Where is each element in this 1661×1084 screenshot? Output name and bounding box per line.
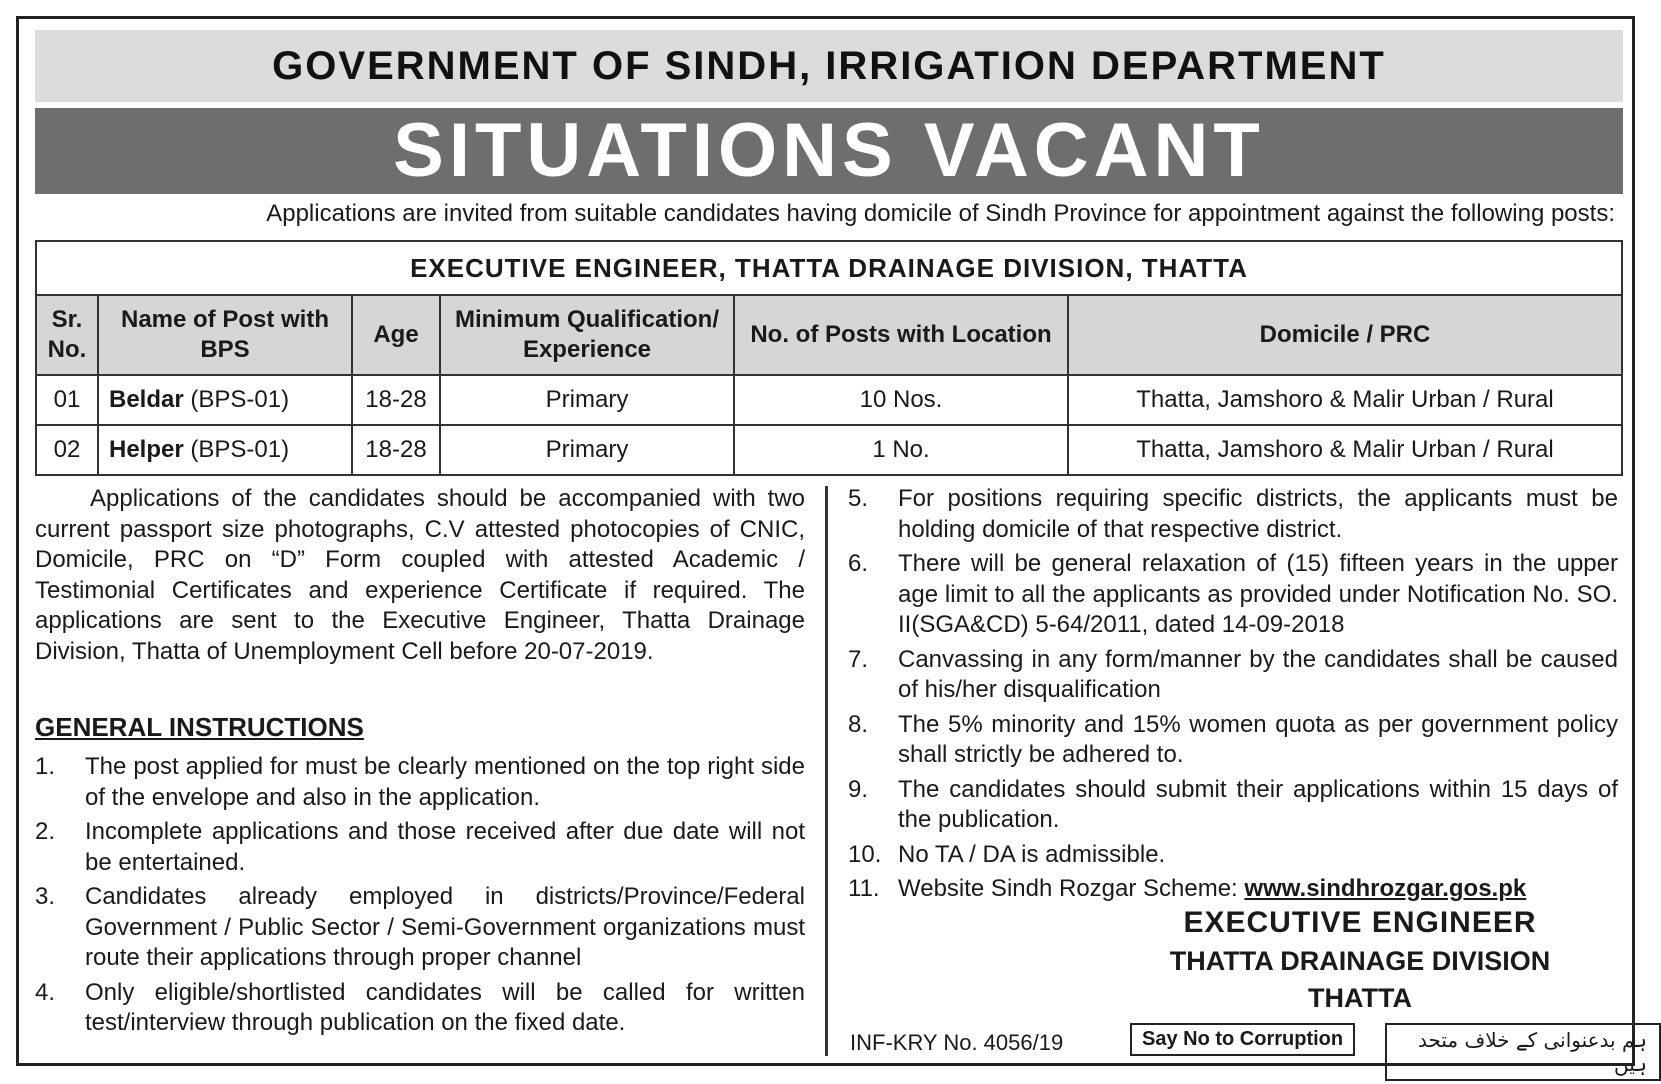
age: 18-28	[352, 425, 440, 475]
item-number: 3.	[35, 883, 56, 910]
posts-count: 10 Nos.	[734, 375, 1068, 425]
column-header: Sr. No.	[36, 295, 98, 375]
item-number: 7.	[848, 645, 869, 673]
list-item	[848, 710, 1618, 771]
item-number: 5.	[848, 485, 869, 512]
inf-number: INF-KRY No. 4056/19	[850, 1030, 1064, 1055]
page-title: SITUATIONS VACANT	[35, 108, 1623, 194]
department-header: GOVERNMENT OF SINDH, IRRIGATION DEPARTMENT	[35, 30, 1623, 102]
item-number: 4.	[35, 978, 56, 1006]
column-header: No. of Posts with Location	[734, 295, 1068, 375]
qualification: Primary	[440, 425, 734, 475]
website-link[interactable]: www.sindhrozgar.gos.pk	[1244, 875, 1527, 902]
list-item	[848, 840, 1618, 871]
table-office-title: EXECUTIVE ENGINEER, THATTA DRAINAGE DIVISION, THATTA	[36, 241, 1622, 295]
list-item	[848, 484, 1618, 545]
item-text: Canvassing in any form/manner by the candidates shall be caused of his/her disqualification	[898, 645, 1618, 703]
column-divider	[825, 486, 828, 1056]
instructions-left	[35, 752, 805, 1043]
domicile: Thatta, Jamshoro & Malir Urban / Rural	[1068, 375, 1622, 425]
list-item	[35, 752, 805, 813]
item-number: 1.	[35, 753, 56, 780]
signature-city: THATTA	[1308, 983, 1412, 1013]
list-item	[848, 549, 1618, 641]
list-item	[35, 817, 805, 878]
instructions-title: GENERAL INSTRUCTIONS	[35, 712, 364, 742]
item-text: Incomplete applications and those received after due date will not be entertained.	[85, 818, 805, 876]
intro-text: Applications are invited from suitable candidates having domicile of Sindh Province for appointment against the following posts:	[266, 200, 1615, 227]
corruption-badge: Say No to Corruption	[1130, 1023, 1355, 1056]
post-name	[98, 425, 352, 475]
post-name	[98, 375, 352, 425]
item-number: 6.	[848, 550, 869, 577]
column-header: Age	[352, 295, 440, 375]
item-text: The post applied for must be clearly mentioned on the top right side of the envelope and also in the application.	[85, 753, 805, 811]
signature-division: THATTA DRAINAGE DIVISION	[1169, 946, 1551, 976]
item-text: The candidates should submit their applications within 15 days of the publication.	[898, 775, 1618, 833]
item-text: Candidates already employed in districts/Province/Federal Government / Public Sector / Semi-Government organizations must route their applications through proper channel	[85, 883, 805, 971]
sr-no: 01	[36, 375, 98, 425]
item-number: 9.	[848, 775, 869, 803]
item-text: There will be general relaxation of (15) fifteen years in the upper age limit to all the applicants as provided under Notification No. SO. II(SGA&CD) 5-64/2011, dated 14-09-2018	[898, 550, 1618, 638]
list-item	[848, 775, 1618, 836]
sr-no: 02	[36, 425, 98, 475]
post-title: Beldar	[109, 386, 184, 413]
age: 18-28	[352, 375, 440, 425]
domicile: Thatta, Jamshoro & Malir Urban / Rural	[1068, 425, 1622, 475]
item-number: 2.	[35, 818, 56, 845]
item-text: No TA / DA is admissible.	[898, 840, 1166, 868]
post-bps: (BPS-01)	[190, 386, 290, 413]
column-header: Domicile / PRC	[1068, 295, 1622, 375]
signature-title: EXECUTIVE ENGINEER	[1183, 906, 1537, 939]
table-row	[36, 425, 1622, 475]
list-item	[35, 882, 805, 974]
column-header: Minimum Qualification/ Experience	[440, 295, 734, 375]
posts-count: 1 No.	[734, 425, 1068, 475]
instructions-right	[848, 484, 1618, 909]
item-text: For positions requiring specific districts, the applicants must be holding domicile of that respective district.	[898, 485, 1618, 543]
item-number: 11.	[848, 875, 880, 902]
item-text: Only eligible/shortlisted candidates will be called for written test/interview through publication on the fixed date.	[85, 978, 805, 1036]
table-row	[36, 375, 1622, 425]
item-number: 8.	[848, 710, 869, 738]
table-header-row	[36, 295, 1622, 375]
post-title: Helper	[109, 436, 184, 463]
qualification: Primary	[440, 375, 734, 425]
list-item	[35, 978, 805, 1039]
signature-block	[1110, 906, 1610, 1014]
list-item	[848, 874, 1618, 905]
website-label: Website Sindh Rozgar Scheme:	[898, 875, 1238, 902]
urdu-slogan: ہم بدعنوانی کے خلاف متحد ہیں	[1385, 1023, 1661, 1081]
item-text: The 5% minority and 15% women quota as per government policy shall strictly be adhered to.	[898, 710, 1618, 768]
application-paragraph: Applications of the candidates should be accompanied with two current passport size photographs, C.V attested photocopies of CNIC, Domicile, PRC on “D” Form coupled with attested Academic / Testimonial Certificates and experience Certificate if required. The applications are sent to the Executive Engineer, Thatta Drainage Division, Thatta of Unemployment Cell before 20-07-2019.	[35, 485, 805, 665]
posts-table	[35, 240, 1623, 476]
column-header: Name of Post with BPS	[98, 295, 352, 375]
post-bps: (BPS-01)	[190, 436, 290, 463]
list-item	[848, 645, 1618, 706]
item-number: 10.	[848, 840, 882, 868]
